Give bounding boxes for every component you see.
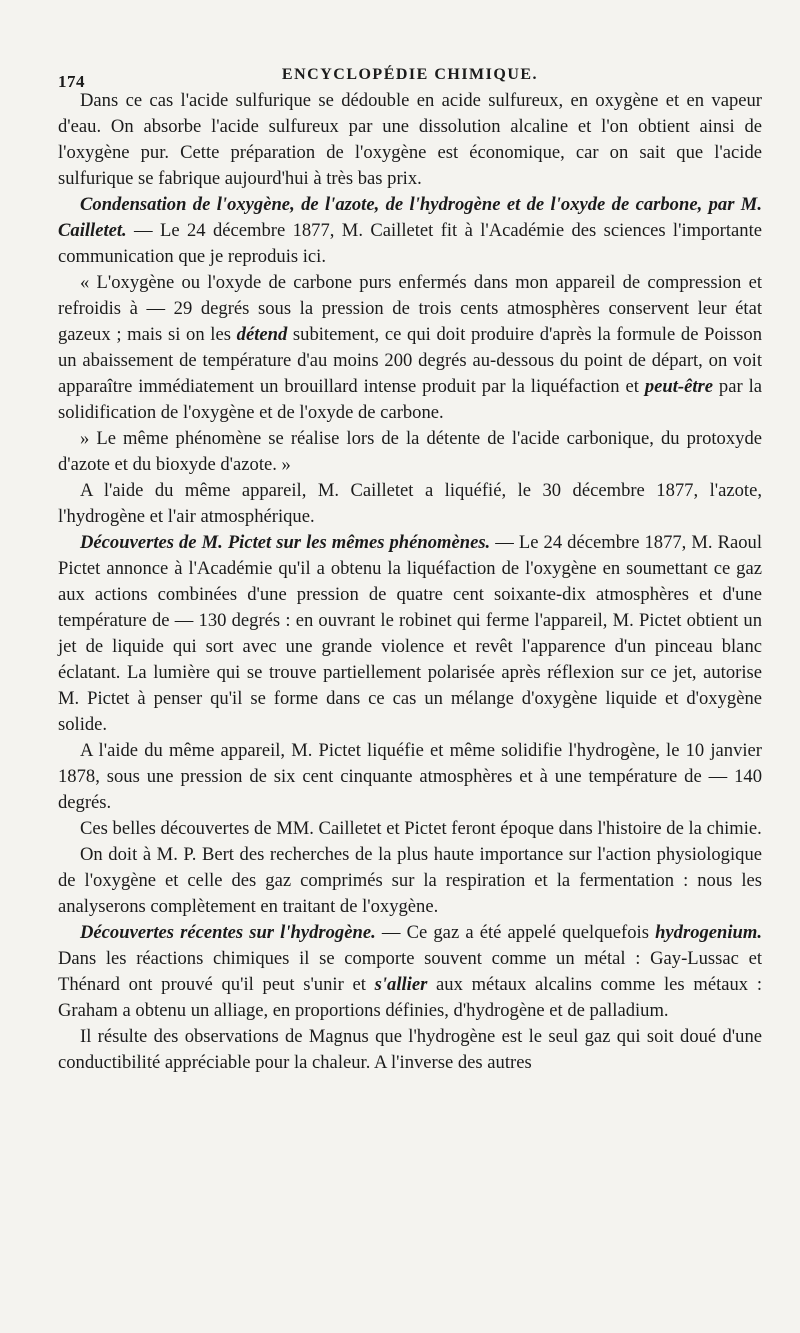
quote-text: subitement, ce qui doit produire d'après la formule de Poisson un abaissement de température d'au moins 200 degrés au-dessous du point de départ, on voit apparaître immédiatement un brouillard intense produit par la liquéfaction et bbox=[58, 324, 762, 397]
paragraph-cailletet-quote-1 bbox=[58, 270, 762, 426]
pictet-intro-text: — Le 24 décembre 1877, M. Raoul Pictet annonce à l'Académie qu'il a obtenu la liquéfaction de l'oxygène en soumettant ce gaz aux actions combinées d'une pression de quatre cent soixante-dix atmosphères et d'une température de — 130 degrés : en ouvrant le robinet qui ferme l'appareil, M. Pictet obtient un jet de liquide qui sort avec une grande violence et revêt l'apparence d'un pinceau blanc éclatant. La lumière qui se trouve partiellement polarisée après réflexion sur ce jet, autorise M. Pictet à penser qu'il se forme dans ce cas un mélange d'oxygène liquide et d'oxygène solide. bbox=[58, 532, 762, 735]
section-heading-pictet: Découvertes de M. Pictet sur les mêmes phénomènes. bbox=[80, 532, 491, 553]
paragraph-discoveries: Ces belles découvertes de MM. Cailletet et Pictet feront époque dans l'histoire de la chimie. bbox=[80, 818, 762, 839]
quote-emphasis: détend bbox=[236, 324, 288, 345]
paragraph-magnus: Il résulte des observations de Magnus que l'hydrogène est le seul gaz qui soit doué d'une conductibilité appréciable pour la chaleur. A l'inverse des autres bbox=[58, 1026, 762, 1073]
header-title: ENCYCLOPÉDIE CHIMIQUE. bbox=[281, 66, 539, 83]
paragraph-hydrogen-intro bbox=[58, 920, 762, 1024]
paragraph-cailletet-result: A l'aide du même appareil, M. Cailletet a liquéfié, le 30 décembre 1877, l'azote, l'hydrogène et l'air atmosphérique. bbox=[58, 480, 762, 527]
hydrogen-text: Dans les réactions chimiques il se comporte souvent comme un métal : Gay-Lussac et Thénard ont prouvé qu'il peut s'unir et bbox=[58, 948, 762, 995]
paragraph-sulfuric-acid: Dans ce cas l'acide sulfurique se dédouble en acide sulfureux, en oxygène et en vapeur d'eau. On absorbe l'acide sulfureux par une dissolution alcaline et l'on obtient ainsi de l'oxygène pur. Cette préparation de l'oxygène est économique, car on sait que l'acide sulfurique se fabrique aujourd'hui à très bas prix. bbox=[58, 90, 762, 189]
quote-text: par la solidification de l'oxygène et de l'oxyde de carbone. bbox=[58, 376, 762, 423]
cailletet-intro-text: — Le 24 décembre 1877, M. Cailletet fit à l'Académie des sciences l'importante communication que je reproduis ici. bbox=[58, 220, 762, 267]
paragraph-cailletet-intro bbox=[58, 192, 762, 270]
paragraph-cailletet-quote-2: » Le même phénomène se réalise lors de la détente de l'acide carbonique, du protoxyde d'azote et du bioxyde d'azote. » bbox=[58, 428, 762, 475]
paragraph-pictet-intro bbox=[58, 530, 762, 738]
paragraph-bert: On doit à M. P. Bert des recherches de la plus haute importance sur l'action physiologique de l'oxygène et celle des gaz comprimés sur la respiration et la fermentation : nous les analyserons complètement en traitant de l'oxygène. bbox=[58, 844, 762, 917]
paragraph-pictet-hydrogen: A l'aide du même appareil, M. Pictet liquéfie et même solidifie l'hydrogène, le 10 janvier 1878, sous une pression de six cent cinquante atmosphères et à une température de — 140 degrés. bbox=[58, 740, 762, 813]
page-body bbox=[58, 88, 762, 1076]
section-heading-hydrogen: Découvertes récentes sur l'hydrogène. bbox=[80, 922, 376, 943]
running-header bbox=[58, 52, 762, 91]
quote-text: « L'oxygène ou l'oxyde de carbone purs enfermés dans mon appareil de compression et refroidis à — 29 degrés sous la pression de trois cents atmosphères conservent leur état gazeux ; mais si on les bbox=[58, 272, 762, 345]
hydrogen-emphasis: hydrogenium. bbox=[655, 922, 763, 943]
hydrogen-text: aux métaux alcalins comme les métaux : Graham a obtenu un alliage, en proportions définies, d'hydrogène et de palladium. bbox=[58, 974, 762, 1021]
hydrogen-text: — Ce gaz a été appelé quelquefois bbox=[375, 922, 656, 943]
section-heading-cailletet: Condensation de l'oxygène, de l'azote, de l'hydrogène et de l'oxyde de carbone, par M. Cailletet. bbox=[58, 194, 762, 241]
quote-emphasis: peut-être bbox=[644, 376, 713, 397]
page-number: 174 bbox=[58, 72, 85, 91]
hydrogen-emphasis: s'allier bbox=[374, 974, 428, 995]
